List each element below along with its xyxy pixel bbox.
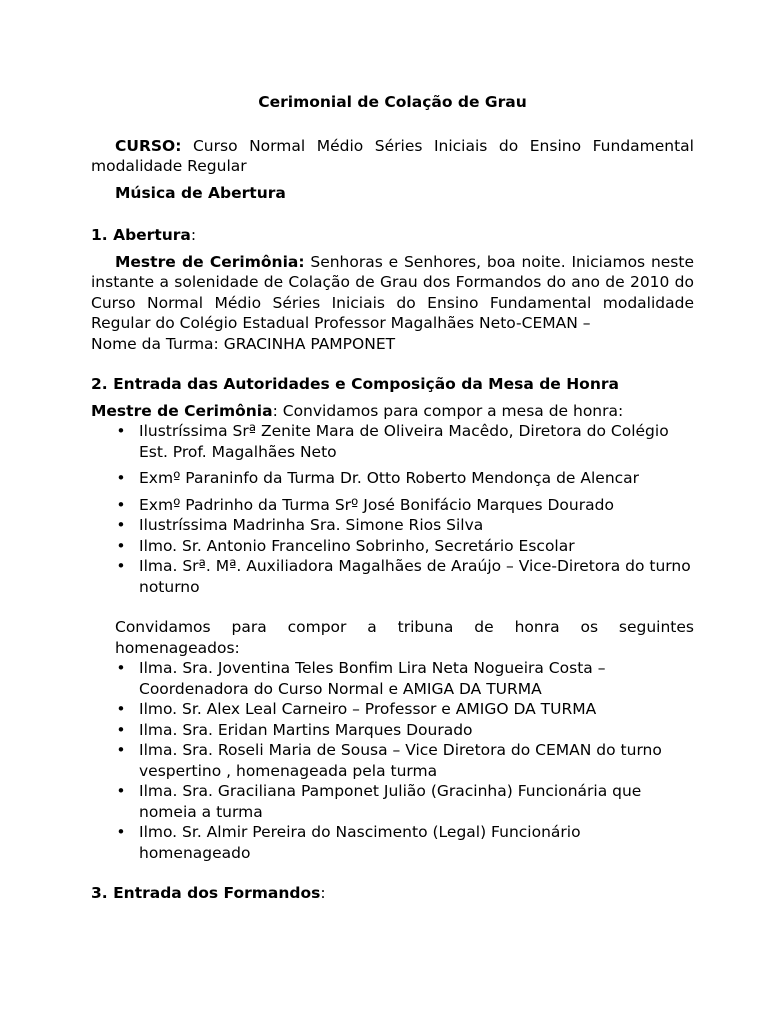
- list-item-text: Exmº Paraninfo da Turma Dr. Otto Roberto Mendonça de Alencar: [139, 469, 640, 487]
- document-page: [91, 92, 694, 904]
- curso-paragraph: [91, 136, 694, 177]
- list-item-text: Ilma. Sra. Eridan Martins Marques Dourado: [139, 720, 473, 739]
- section-2-heading: 2. Entrada das Autoridades e Composição da Mesa de Honra: [91, 375, 619, 393]
- turma-name-line: Nome da Turma: GRACINHA PAMPONET: [91, 334, 396, 353]
- bullet-icon: •: [116, 823, 126, 841]
- list-item-text: Ilustríssima Srª Zenite Mara de Oliveira Macêdo, Diretora do Colégio Est. Prof. Magalhães Neto: [139, 422, 669, 461]
- list-item-text: Ilma. Sra. Roseli Maria de Sousa – Vice Diretora do CEMAN do turno vespertino , homenageada pela turma: [139, 741, 662, 780]
- list-item-text: Ilmo. Sr. Almir Pereira do Nascimento (Legal) Funcionário homenageado: [139, 823, 581, 862]
- bullet-icon: •: [116, 782, 126, 800]
- mesa-honra-list: [91, 421, 694, 597]
- bullet-icon: •: [116, 516, 126, 534]
- tribuna-honra-list: [91, 658, 694, 863]
- curso-text: Curso Normal Médio Séries Iniciais do Ensino Fundamental modalidade Regular: [91, 136, 694, 175]
- section-3-heading: 3. Entrada dos Formandos:: [91, 884, 326, 902]
- list-item: [115, 781, 694, 822]
- curso-label: CURSO:: [115, 136, 182, 155]
- bullet-icon: •: [116, 659, 126, 677]
- list-item-text: Ilma. Sra. Graciliana Pamponet Julião (Gracinha) Funcionária que nomeia a turma: [139, 782, 642, 821]
- mesa-intro: Mestre de Cerimônia: Convidamos para compor a mesa de honra:: [91, 401, 624, 420]
- list-item: [115, 536, 694, 557]
- bullet-icon: •: [116, 741, 126, 759]
- list-item-text: Exmº Padrinho da Turma Srº José Bonifácio Marques Dourado: [139, 495, 614, 514]
- bullet-icon: •: [116, 557, 126, 575]
- section-1-heading: 1. Abertura:: [91, 226, 197, 244]
- tribuna-intro: Convidamos para compor a tribuna de honra os seguintes homenageados:: [115, 618, 694, 657]
- bullet-icon: •: [116, 422, 126, 440]
- list-item-text: Ilustríssima Madrinha Sra. Simone Rios Silva: [139, 516, 484, 534]
- list-item: [115, 421, 694, 462]
- list-item: [115, 658, 694, 699]
- list-item: [115, 495, 694, 516]
- list-item: [115, 699, 694, 720]
- bullet-icon: •: [116, 495, 126, 514]
- list-item-text: Ilmo. Sr. Antonio Francelino Sobrinho, Secretário Escolar: [139, 536, 575, 555]
- speaker-label: Mestre de Cerimônia: [91, 401, 273, 420]
- bullet-icon: •: [116, 536, 126, 555]
- bullet-icon: •: [116, 700, 126, 718]
- bullet-icon: •: [116, 720, 126, 739]
- list-item: [115, 720, 694, 741]
- bullet-icon: •: [116, 469, 126, 487]
- speaker-label: Mestre de Cerimônia:: [115, 252, 305, 271]
- abertura-paragraph: [91, 252, 694, 334]
- list-item-text: Ilmo. Sr. Alex Leal Carneiro – Professor e AMIGO DA TURMA: [139, 700, 597, 718]
- abertura-text: Senhoras e Senhores, boa noite. Iniciamos neste instante a solenidade de Colação de Grau dos Formandos do ano de 2010 do Curso Normal Médio Séries Iniciais do Ensino Fundamental modalidade Regular do Colégio Estadual Professor Magalhães Neto-CEMAN –: [91, 252, 694, 332]
- list-item-text: Ilma. Sra. Joventina Teles Bonfim Lira Neta Nogueira Costa – Coordenadora do Curso Normal e AMIGA DA TURMA: [139, 659, 606, 698]
- list-item: [115, 556, 694, 597]
- list-item: [115, 822, 694, 863]
- list-item: [115, 515, 694, 536]
- document-title: Cerimonial de Colação de Grau: [258, 93, 527, 111]
- list-item: [115, 468, 694, 489]
- list-item: [115, 740, 694, 781]
- list-item-text: Ilma. Srª. Mª. Auxiliadora Magalhães de Araújo – Vice-Diretora do turno noturno: [139, 557, 691, 596]
- musica-abertura: Música de Abertura: [115, 183, 286, 202]
